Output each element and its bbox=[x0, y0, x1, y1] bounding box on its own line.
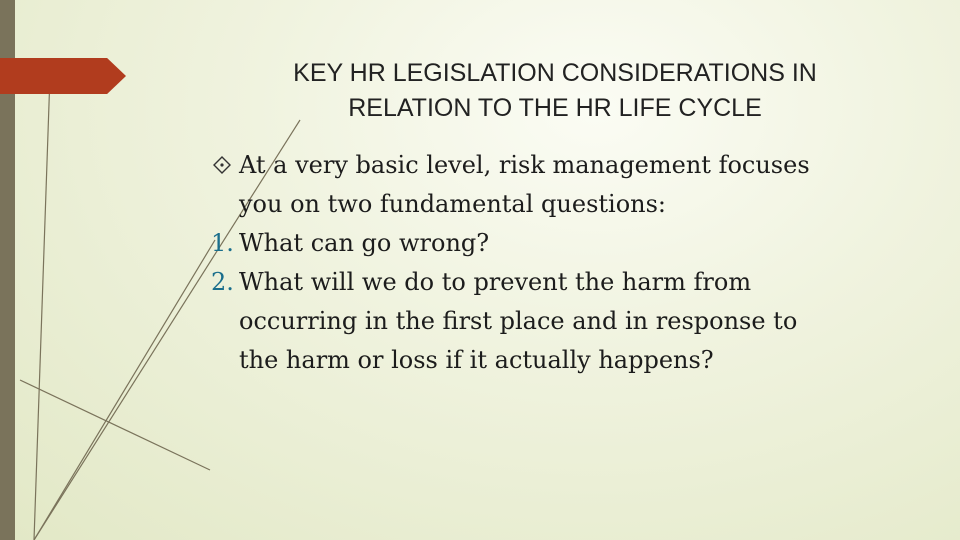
title-line-2: RELATION TO THE HR LIFE CYCLE bbox=[348, 94, 762, 122]
bullet-item bbox=[213, 146, 913, 224]
item-text-line-3: the harm or loss if it actually happens? bbox=[239, 346, 714, 374]
bullet-text-line-1: At a very basic level, risk management focuses bbox=[239, 151, 810, 179]
title-arrow-accent bbox=[0, 58, 126, 94]
numbered-item-1 bbox=[213, 224, 913, 263]
item-number: 1. bbox=[211, 229, 234, 257]
item-text: What can go wrong? bbox=[239, 229, 490, 257]
slide-body bbox=[213, 146, 913, 380]
bullet-text-line-2: you on two fundamental questions: bbox=[239, 190, 667, 218]
slide-title bbox=[200, 56, 910, 126]
item-text-line-1: What will we do to prevent the harm from bbox=[239, 268, 752, 296]
numbered-item-2 bbox=[213, 263, 913, 380]
item-number: 2. bbox=[211, 268, 234, 296]
item-text-line-2: occurring in the first place and in response to bbox=[239, 307, 798, 335]
title-line-1: KEY HR LEGISLATION CONSIDERATIONS IN bbox=[293, 59, 817, 87]
